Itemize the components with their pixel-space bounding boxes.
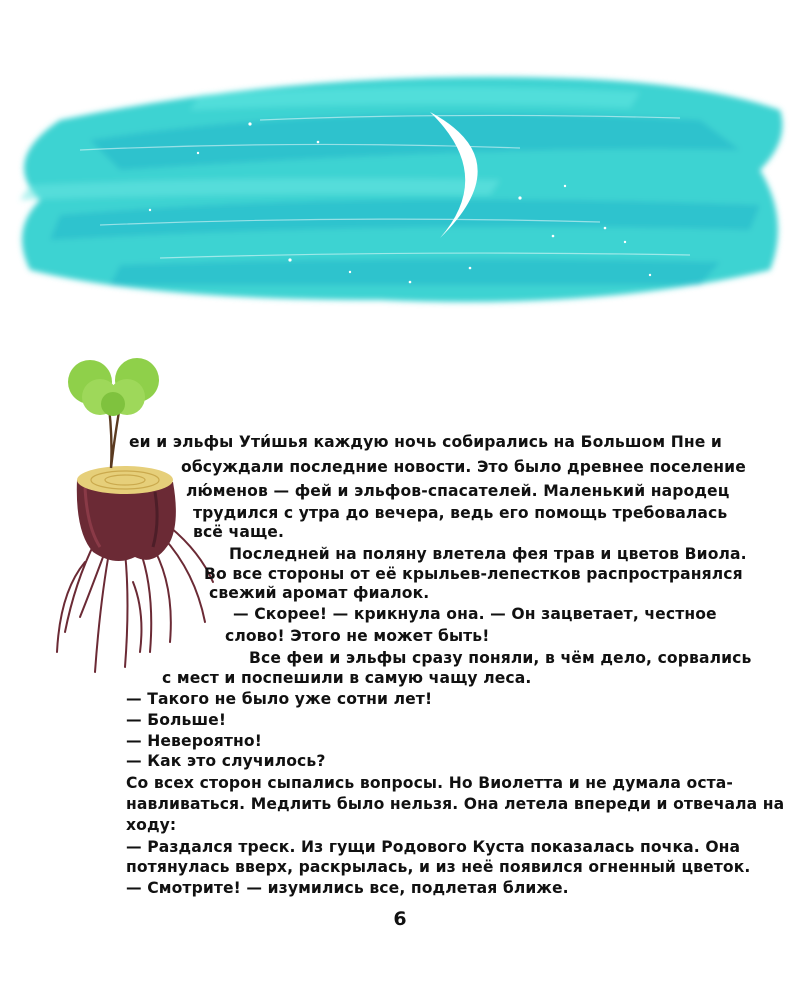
text-line: потянулась вверх, раскрылась, и из неё появился огненный цветок. [126,858,751,876]
text-line: Во все стороны от её крыльев-лепестков распространялся [204,565,743,583]
text-line: Последней на поляну влетела фея трав и цветов Виола. [229,545,747,563]
page-number: 6 [393,908,407,930]
dialogue-line: — Невероятно! [126,732,262,750]
text-line: трудился с утра до вечера, ведь его помощь требовалась [193,504,728,522]
text-line: всё чаще. [193,523,284,541]
text-line: свежий аромат фиалок. [209,584,430,602]
text-line: навливаться. Медлить было нельзя. Она летела впереди и отвечала на [126,795,785,813]
text-line: слово! Этого не может быть! [225,627,490,645]
night-sky-illustration [0,0,800,340]
dialogue-line: — Больше! [126,711,227,729]
dialogue-line: — Такого не было уже сотни лет! [126,690,433,708]
text-line: Со всех сторон сыпались вопросы. Но Виолетта и не думала оста- [126,774,733,792]
dialogue-line: — Как это случилось? [126,752,326,770]
text-line: обсуждали последние новости. Это было древнее поселение [181,458,746,476]
text-line: ходу: [126,816,177,834]
text-line: — Скорее! — крикнула она. — Он зацветает, честное [233,605,717,623]
text-line: с мест и поспешили в самую чащу леса. [162,669,532,687]
text-line: лю́менов — фей и эльфов-спасателей. Маленький народец [186,482,730,500]
text-line: еи и эльфы Ути́шья каждую ночь собирались на Большом Пне и [129,433,722,451]
tree-stump-illustration [55,352,215,682]
text-line: Все феи и эльфы сразу поняли, в чём дело, сорвались [249,649,752,667]
dialogue-line: — Смотрите! — изумились все, подлетая ближе. [126,879,569,897]
dialogue-line: — Раздался треск. Из гущи Родового Куста показалась почка. Она [126,838,741,856]
